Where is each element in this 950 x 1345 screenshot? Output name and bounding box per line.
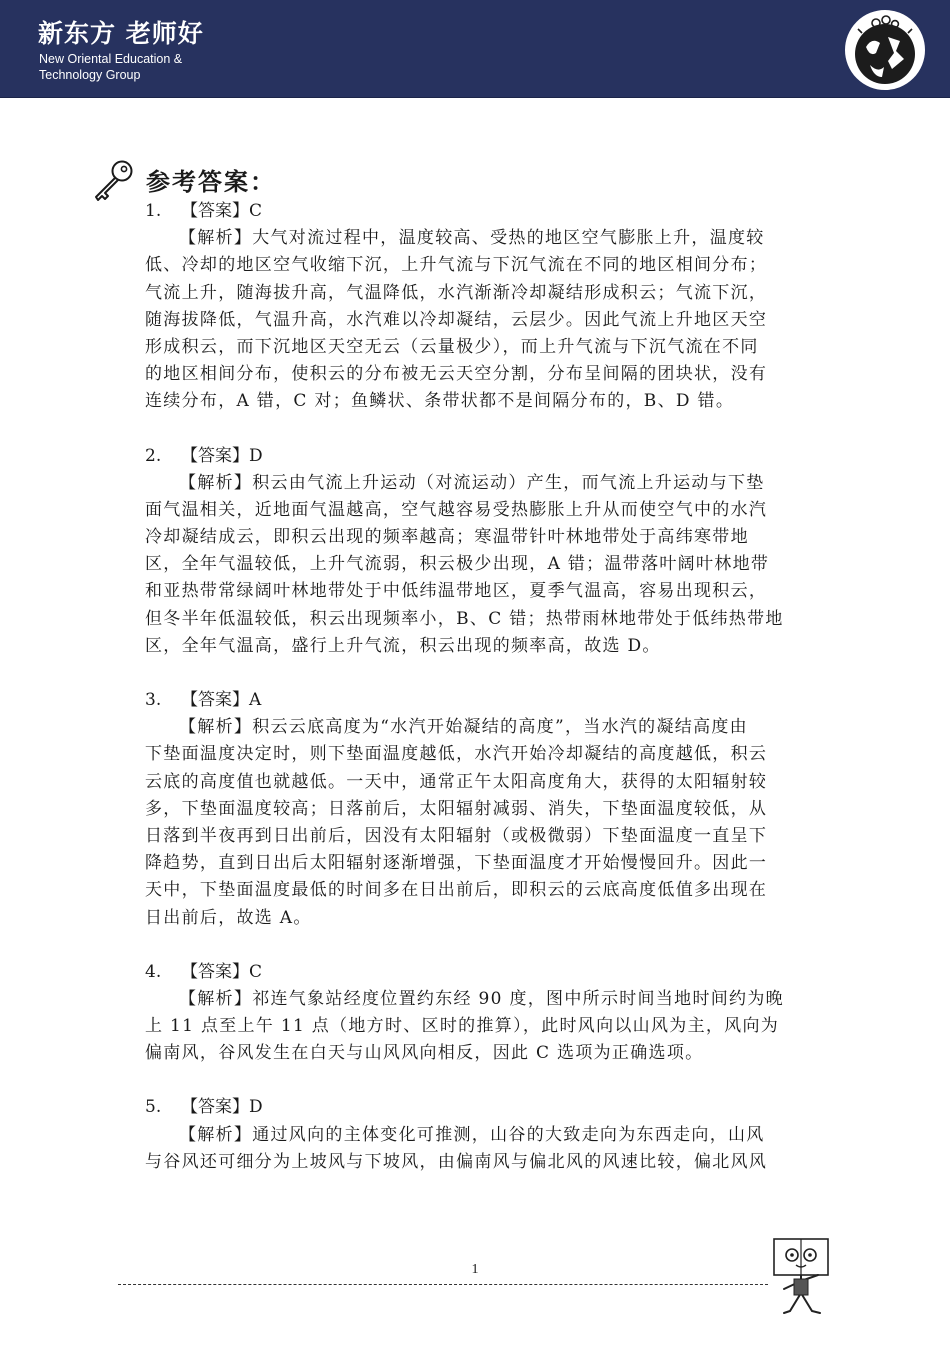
brand-subtitle: New Oriental Education & Technology Group [39,52,183,82]
explanation-line: 面气温相关，近地面气温越高，空气越容易受热膨胀上升从而使空气中的水汽 [145,499,768,520]
explanation-line: 气流上升，随海拔升高，气温降低，水汽渐渐冷却凝结形成积云；气流下沉， [145,282,768,303]
footer-divider [118,1284,768,1285]
brand-title: 新东方 老师好 [38,19,204,48]
explanation-line: 和亚热带常绿阔叶林地带处于中低纬温带地区，夏季气温高，容易出现积云， [145,581,768,602]
explanation-line: 冷却凝结成云，即积云出现的频率越高；寒温带针叶林地带处于高纬寒带地 [145,527,749,548]
explanation-line: 日落到半夜再到日出前后，因没有太阳辐射（或极微弱）下垫面温度一直呈下 [145,825,768,846]
answer-line [145,198,815,225]
reading-mascot-icon [768,1235,834,1317]
question-number: 3. [145,690,162,710]
explanation-line: 日出前后，故选 A。 [145,907,312,928]
explanation-line: 连续分布，A 错，C 对；鱼鳞状、条带状都不是间隔分布的，B、D 错。 [145,391,735,412]
answer-item [145,198,815,416]
question-number: 2. [145,445,162,466]
explanation-line: 天中，下垫面温度最低的时间多在日出前后，即积云的云底高度低值多出现在 [145,880,768,901]
answer-label: 【答案】C [181,961,263,982]
answer-line [145,959,815,986]
answer-line [145,687,815,714]
answer-label: 【答案】D [181,445,263,466]
answer-list [145,198,815,1203]
explanation-line: 但冬半年低温较低，积云出现频率小，B、C 错；热带雨林地带处于低纬热带地 [145,608,784,629]
explanation-line: 【解析】大气对流过程中，温度较高、受热的地区空气膨胀上升，温度较 [179,228,765,249]
key-icon [92,158,136,202]
explanation-line: 【解析】祁连气象站经度位置约东经 90 度，图中所示时间当地时间约为晚 [179,988,784,1009]
explanation-line: 区，全年气温较低，上升气流弱，积云极少出现，A 错；温带落叶阔叶林地带 [145,554,770,575]
answer-item [145,1094,815,1176]
answer-label: 【答案】C [181,201,263,221]
explanation-line: 随海拔降低，气温升高，水汽难以冷却凝结，云层少。因此气流上升地区天空 [145,309,768,330]
globe-mascot-icon [842,7,928,93]
answer-label: 【答案】D [181,1097,263,1118]
explanation-line: 【解析】积云由气流上升运动（对流运动）产生，而气流上升运动与下垫 [179,472,765,493]
explanation-line: 与谷风还可细分为上坡风与下坡风，由偏南风与偏北风的风速比较，偏北风风 [145,1151,768,1172]
answer-line [145,443,815,470]
explanation-line: 上 11 点至上午 11 点（地方时、区时的推算），此时风向以山风为主，风向为 [145,1016,780,1037]
explanation-line: 降趋势，直到日出后太阳辐射逐渐增强，下垫面温度才开始慢慢回升。因此一 [145,853,768,874]
answer-item [145,959,815,1068]
explanation-line: 的地区相间分布，使积云的分布被无云天空分割，分布呈间隔的团块状，没有 [145,364,768,385]
header-banner [0,0,950,98]
explanation-line: 区，全年气温高，盛行上升气流，积云出现的频率高，故选 D。 [145,635,661,656]
explanation-line: 低、冷却的地区空气收缩下沉，上升气流与下沉气流在不同的地区相间分布； [145,255,768,276]
question-number: 1. [145,201,162,221]
explanation-line: 云底的高度值也就越低。一天中，通常正午太阳高度角大，获得的太阳辐射较 [145,771,768,792]
explanation-line: 【解析】积云云底高度为“水汽开始凝结的高度”，当水汽的凝结高度由 [179,717,748,738]
question-number: 5. [145,1097,162,1118]
explanation-line: 下垫面温度决定时，则下垫面温度越低，水汽开始冷却凝结的高度越低，积云 [145,744,768,765]
question-number: 4. [145,961,162,982]
page-number: 1 [471,1262,479,1277]
answer-line [145,1094,815,1121]
explanation-line: 多，下垫面温度较高；日落前后，太阳辐射减弱、消失，下垫面温度较低，从 [145,798,768,819]
answer-item [145,687,815,932]
answer-item [145,443,815,661]
explanation-line: 偏南风，谷风发生在白天与山风风向相反，因此 C 选项为正确选项。 [145,1043,704,1064]
explanation-line: 【解析】通过风向的主体变化可推测，山谷的大致走向为东西走向，山风 [179,1124,765,1145]
answer-label: 【答案】A [181,690,262,710]
section-title: 参考答案： [146,167,276,196]
explanation-line: 形成积云，而下沉地区天空无云（云量极少），而上升气流与下沉气流在不同 [145,336,759,357]
